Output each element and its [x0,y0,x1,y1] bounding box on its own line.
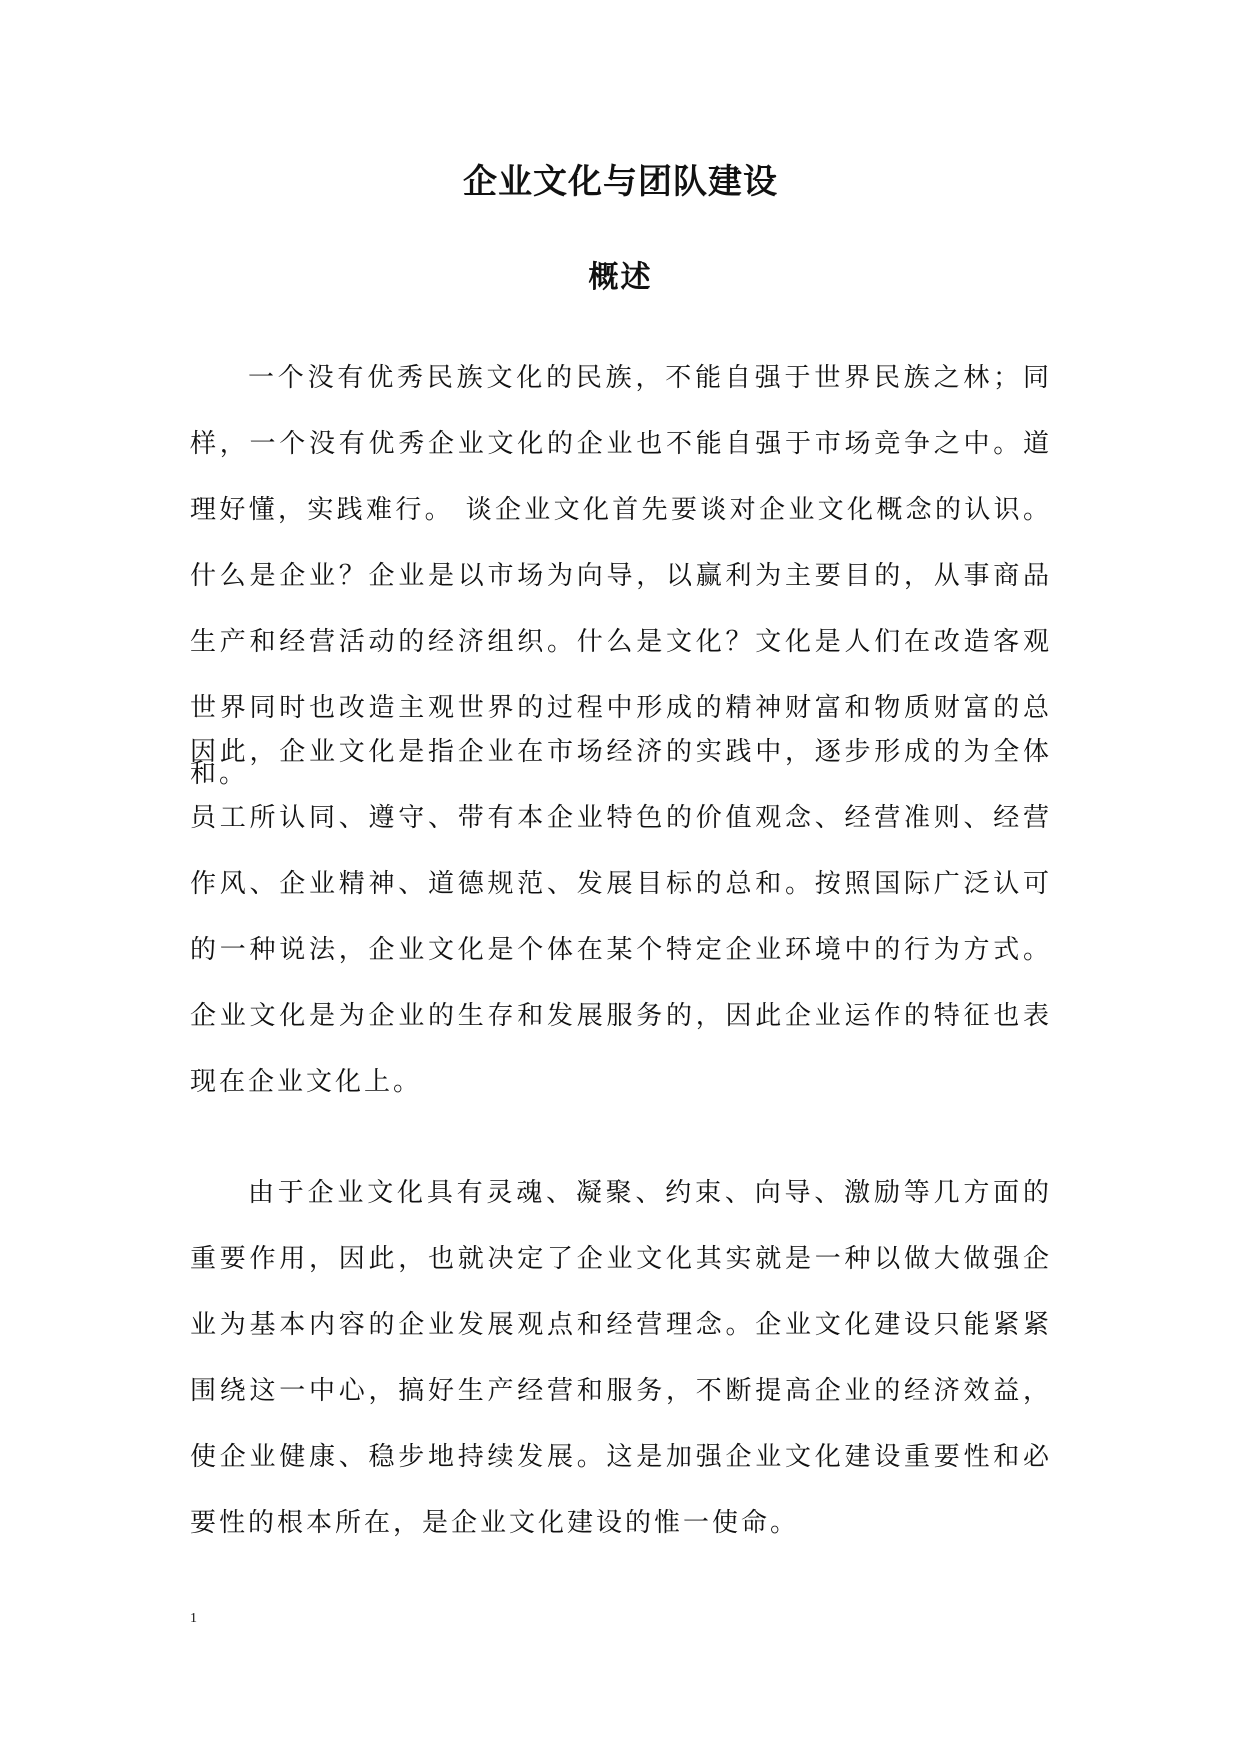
paragraph-importance: 由于企业文化具有灵魂、凝聚、约束、向导、激励等几方面的重要作用，因此，也就决定了企业文化其实就是一种以做大做强企业为基本内容的企业发展观点和经营理念。企业文化建设只能紧紧围绕这一中心，搞好生产经营和服务，不断提高企业的经济效益，使企业健康、稳步地持续发展。这是加强企业文化建设重要性和必要性的根本所在，是企业文化建设的惟一使命。 [190,1178,1052,1538]
document-title: 企业文化与团队建设 [463,162,778,202]
section-heading: 概述 [588,260,653,295]
paragraph-definition: 因此，企业文化是指企业在市场经济的实践中，逐步形成的为全体员工所认同、遵守、带有本企业特色的价值观念、经营准则、经营作风、企业精神、道德规范、发展目标的总和。按照国际广泛认可的一种说法，企业文化是个体在某个特定企业环境中的行为方式。企业文化是为企业的生存和发展服务的，因此企业运作的特征也表现在企业文化上。 [190,737,1052,1097]
paragraph-intro: 一个没有优秀民族文化的民族，不能自强于世界民族之林；同样，一个没有优秀企业文化的企业也不能自强于市场竞争之中。道理好懂，实践难行。 谈企业文化首先要谈对企业文化概念的认识。什么是企业？企业是以市场为向导，以赢利为主要目的，从事商品生产和经营活动的经济组织。什么是文化？文化是人们在改造客观世界同时也改造主观世界的过程中形成的精神财富和物质财富的总和。 [190,363,1052,789]
page-number: 1 [190,1611,197,1626]
